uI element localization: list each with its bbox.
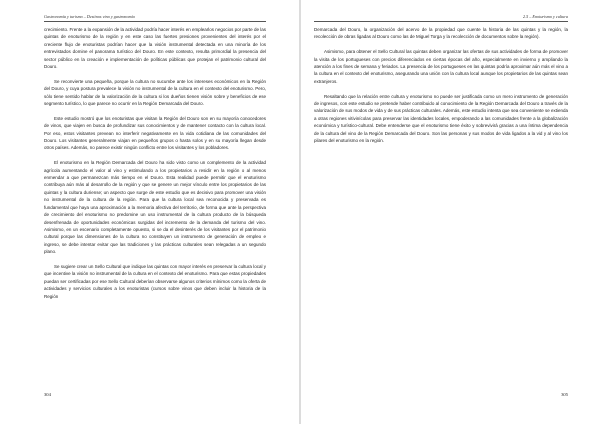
- left-paragraph-1: crecimiento. Frente a la expansión de la actividad podría hacer interés en emplearlos negocios por parte de las quintas de enoturismo de la región y en este caso las fuertes presiones provenientes del interés por el creciente flujo de enoturistas podrían hacer que la visión instrumental detectada en una minoría de los entrevistados domine el panorama turístico del Douro. En este contexto, resulta primordial la presencia del sector público en la creación e implementación de políticas públicas que protejan el patrimonio cultural del Douro.: [44, 27, 266, 70]
- left-paragraph-3: Este estudio mostró que los enoturistas que visitan la Región del Douro son en su mayoría conocedores de vinos, que viajen en busca de profundizar sus conocimientos y de mantener contacto con la cultura local. Por eso, estos visitantes prevean no interferir negativamente en la vida cotidiana de las comunidades del Douro. Los visitantes generalmente viajan en pequeños grupos o hasta solos y en su mayoría llegan desde otros países. Además, no parece existir ningún conflicto entre los visitantes y los pobladores.: [44, 115, 266, 151]
- left-paragraph-2: Se reconvierte una pequeña, porque la cultura no sucumbe ante los intereses económicos en la Región del Douro, y cuya postura prevalece la visión no instrumental de la cultura en el contexto del enoturismo. Pero, sólo tiene sentido hablar de la valorización de la cultura si los dueños tienen visión sobre y beneficios de ese segmento turístico, lo que parece no ocurrir en la Región Demarcada del Douro.: [44, 78, 266, 107]
- left-header-rule: [44, 21, 266, 22]
- left-page-number: 304: [44, 392, 51, 397]
- left-paragraph-4: El enoturismo en la Región Demarcada del Douro ha sido visto como un complemento de la actividad agrícola aumentando el valor al vino y estimulando a los propietarios a residir en la región o al menos enmendar a que permanezcan más tiempo en el Douro. Esta realidad puede permitir que el enoturismo contribuya aún más al desarrollo de la región y que se genere un mejor vínculo entre los propietarios de las quintas y la cultura duriense; un aspecto que surge de este estudio que es decisivo para promover una visión no instrumental de la cultura de la región. Para que la cultura local sea reconocida y preservada es fundamental que haya una aproximación a la memoria afectiva del territorio, de forma que ante la perspectiva de crecimiento del enoturismo no predomine un uso instrumental de la cultura producto de la búsqueda desenfrenada de oportunidades económicas surgidas del incremento de la demanda del turismo del vino. Asimismo, en un escenario completamente opuesto, si se da el desinterés de los visitantes por el patrimonio cultural porque las dimensiones de la cultura no constituyen un instrumento de generación de empleo e ingreso, se debe intentar evitar que las tradiciones y las prácticas culturales sean relegadas a un segundo plano.: [44, 160, 266, 255]
- right-running-header: 2.5 – Enoturismo y cultura: [522, 14, 568, 19]
- right-paragraph-2: Asimismo, para obtener el Sello Cultural las quintas deben organizar las ofertas de sus actividades de forma de promover la visita de los portugueses con precios diferenciados en ciertas épocas del año, especialmente en invierno y ampliando la atención a los fines de semana y feriados. La presencia de los portugueses en las quintas podría aproximar aún más el vino a la cultura en el contexto del enoturismo, asegurando una unión con la cultura local aunque los propietarios de las quintas sean extranjeros.: [314, 49, 568, 84]
- right-page: [300, 0, 600, 424]
- left-paragraph-5: Se sugiere crear un Sello Cultural que indique las quintas con mayor interés en preservar la cultura local y que incentive la visión no instrumental de la cultura en el contexto del enoturismo. Para que estas propiedades puedan ser certificadas por ese Sello Cultural deberían observarse algunos criterios mínimos como la oferta de actividades y servicios culturales a los enoturistas (cursos sobre vinos que deben incluir la historia de la Región: [44, 263, 266, 299]
- right-paragraph-1: Demarcada del Douro, la organización del acervo de la propiedad que cuente la historia de las quintas y la región, la recolección de obras ligadas al Douro como las de Miguel Torga y la recolección de documentos sobre la región).: [314, 27, 568, 40]
- right-page-body: [314, 26, 568, 152]
- right-page-number: 305: [561, 392, 568, 397]
- left-page-body: [44, 26, 266, 307]
- right-header-rule: [314, 21, 568, 22]
- left-running-header: Gastronomía y turismo – Destinos vino y gastronomía: [44, 14, 135, 19]
- right-paragraph-3: Resaltando que la relación entre cultura y enoturismo no puede ser justificada como un mero instrumento de generación de ingresos, con este estudio se pretende haber contribuido al conocimiento de la Región Demarcada del Douro a través de la valorización de sus modos de vida y de sus prácticas culturales. Además, este estudio intenta que sea conveniente se extienda a otras regiones vitivinícolas para preservar las identidades locales, empoderando a las comunidades frente a la globalización económica y turístico-cultural. Debe entenderse que el enoturismo tiene éxito y sobrevivirá gracias a una íntima dependencia de la cultura del vino de la Región Demarcada del Douro. Son las personas y sus modos de vida ligados a la vid y al vino los pilares del enoturismo en la región.: [314, 93, 568, 144]
